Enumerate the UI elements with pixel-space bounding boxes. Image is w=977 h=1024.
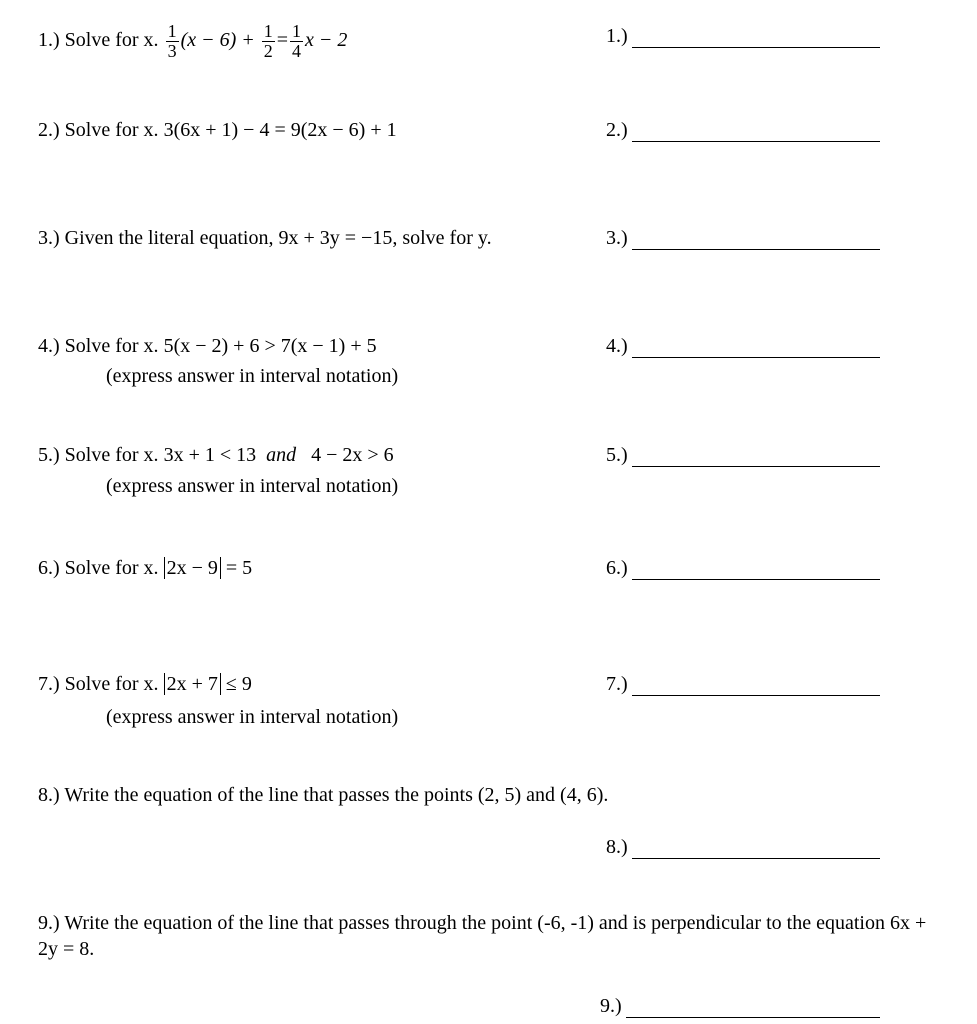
conjunction: and [266, 444, 297, 466]
problem-prompt: Solve for x. [64, 444, 159, 466]
answer-line[interactable] [632, 123, 880, 142]
equation-a: 3x + 1 < 13 [163, 444, 257, 466]
answer-label: 3.) [606, 227, 628, 249]
problem-end: . [89, 938, 95, 960]
problem-8 [38, 783, 608, 807]
problem-number: 3.) [38, 227, 60, 249]
expression: x − 2 [305, 29, 348, 52]
problem-number: 1.) [38, 29, 60, 52]
answer-label: 7.) [606, 673, 628, 695]
equation: 3(6x + 1) − 4 = 9(2x − 6) + 1 [163, 119, 397, 141]
equation-rest: ≤ 9 [225, 673, 252, 695]
answer-blank-2[interactable] [606, 118, 880, 142]
answer-blank-8[interactable] [606, 835, 880, 859]
answer-blank-7[interactable] [606, 672, 880, 696]
problem-prompt: Solve for x. [64, 557, 159, 579]
fraction: $\frac{1}{4}$ [292, 21, 302, 61]
equation: 9x + 3y = −15 [278, 227, 393, 249]
problem-1 [38, 22, 347, 61]
answer-line[interactable] [632, 840, 880, 859]
equation: 5(x − 2) + 6 > 7(x − 1) + 5 [163, 335, 377, 357]
problem-2 [38, 118, 397, 142]
problem-prompt: Solve for x. [64, 335, 159, 357]
absolute-value: 2x + 7 [164, 673, 221, 695]
equation: 6x + 2y = 8 [38, 912, 927, 960]
problem-prompt: Solve for x. [64, 29, 159, 52]
answer-line[interactable] [632, 339, 880, 358]
fraction: $\frac{1}{2}$ [263, 21, 273, 61]
absolute-value: 2x − 9 [164, 557, 221, 579]
answer-blank-3[interactable] [606, 226, 880, 250]
problem-number: 8.) [38, 784, 60, 806]
problem-note: (express answer in interval notation) [106, 365, 399, 387]
answer-blank-9[interactable] [600, 994, 880, 1018]
equation-rest: = 5 [225, 557, 253, 579]
problem-note: (express answer in interval notation) [106, 706, 399, 728]
answer-label: 1.) [606, 25, 628, 47]
answer-label: 5.) [606, 444, 628, 466]
problem-number: 2.) [38, 119, 60, 141]
equals-sign: = [276, 29, 289, 52]
problem-text: Write the equation of the line that passes the points (2, 5) and (4, 6). [64, 784, 609, 806]
problem-prompt: Given the literal equation, [64, 227, 274, 249]
answer-line[interactable] [632, 29, 880, 48]
problem-number: 5.) [38, 444, 60, 466]
problem-text: Write the equation of the line that passes through the point (-6, -1) and is perpendicular to the equation [64, 912, 885, 934]
problem-prompt: Solve for x. [64, 119, 159, 141]
problem-5 [38, 443, 394, 467]
answer-label: 6.) [606, 557, 628, 579]
problem-number: 4.) [38, 335, 60, 357]
problem-7 [38, 672, 252, 696]
answer-label: 2.) [606, 119, 628, 141]
problem-4 [38, 334, 377, 358]
problem-number: 9.) [38, 912, 60, 934]
problem-9 [38, 910, 938, 962]
answer-blank-4[interactable] [606, 334, 880, 358]
answer-line[interactable] [632, 561, 880, 580]
answer-blank-5[interactable] [606, 443, 880, 467]
answer-label: 8.) [606, 836, 628, 858]
answer-blank-6[interactable] [606, 556, 880, 580]
answer-line[interactable] [632, 448, 880, 467]
answer-line[interactable] [632, 677, 880, 696]
expression: (x − 6) + [180, 29, 255, 52]
answer-label: 9.) [600, 995, 622, 1017]
problem-3 [38, 226, 492, 250]
problem-number: 6.) [38, 557, 60, 579]
problem-prompt: Solve for x. [64, 673, 159, 695]
equation-b: 4 − 2x > 6 [311, 444, 394, 466]
problem-number: 7.) [38, 673, 60, 695]
fraction: $\frac{1}{3}$ [167, 21, 177, 61]
problem-note: (express answer in interval notation) [106, 475, 399, 497]
answer-line[interactable] [626, 999, 880, 1018]
problem-6 [38, 556, 252, 580]
answer-label: 4.) [606, 335, 628, 357]
problem-suffix: , solve for y. [392, 227, 492, 249]
answer-line[interactable] [632, 231, 880, 250]
answer-blank-1[interactable] [606, 24, 880, 48]
